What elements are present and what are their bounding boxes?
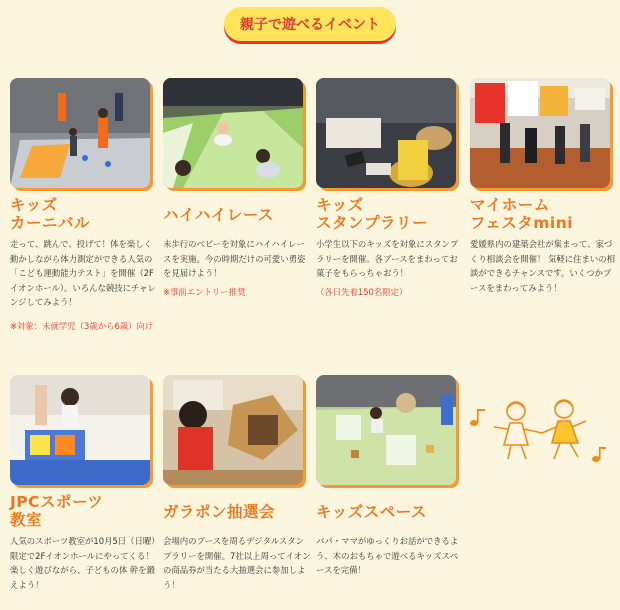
event-title: キッズスペース [316,503,427,521]
wooden-toys-play-area-photo [316,375,456,485]
housing-fair-booths-photo [470,78,610,188]
event-title: マイホーム フェスタmini [470,196,574,232]
event-description: 未歩行のベビーを対象にハイハイレースを実施。今の時期だけの可愛い勇姿を見届けよう！ [163,239,306,279]
event-title: キッズ スタンプラリー [316,196,429,232]
music-note-icon [470,409,606,462]
event-title: JPCスポーツ 教室 [10,493,104,529]
children-playing-illustration [466,393,608,473]
kids-gym-class-photo [10,375,150,485]
lottery-drum-photo [163,375,303,485]
event-description: 愛媛県内の建築会社が集まって、家づくり相談会を開催！ 気軽に住まいの相談ができるチャンスです。いくつかブースをまわってみよう！ [470,239,616,293]
event-description: 会場内のブースを周るデジタルスタンプラリーを開催。7社以上周ってイオンの商品券が当たる大抽選会に参加しよう！ [163,536,311,590]
event-title: ガラポン抽選会 [163,503,276,521]
event-title: キッズ カーニバル [10,196,91,232]
event-description: 人気のスポーツ教室が10月5日（日曜）限定で2Fイオンホールにやってくる！楽しく遊びながら、子どもの体 幹を鍛えよう！ [10,536,156,590]
event-description: パパ・ママがゆっくりお話ができるよう、木のおもちゃで遊べるキッズスペースを完備！ [316,536,459,576]
kids-obstacle-course-photo [10,78,150,188]
event-description: 走って、跳んで、投げて！体を楽しく動かしながら体力測定ができる人気の「こども運動能力テスト」を開催（2Fイオンホール）。いろんな競技にチャレンジしてみよう！ [10,239,156,308]
event-description: 小学生以下のキッズを対象にスタンプラリーを開催。各ブースをまわってお菓子をもらっちゃおう！ [316,239,459,279]
event-note: ※対象：未就学児（3歳から6歳）向け [10,321,154,331]
section-title: 親子で遊べるイベント [224,7,396,41]
event-note: ※事前エントリー推奨 [163,287,246,297]
event-title: ハイハイレース [163,206,274,224]
baby-crawling-race-photo [163,78,303,188]
stamp-rally-goods-photo [316,78,456,188]
event-note: （各日先着150名限定） [316,287,408,297]
